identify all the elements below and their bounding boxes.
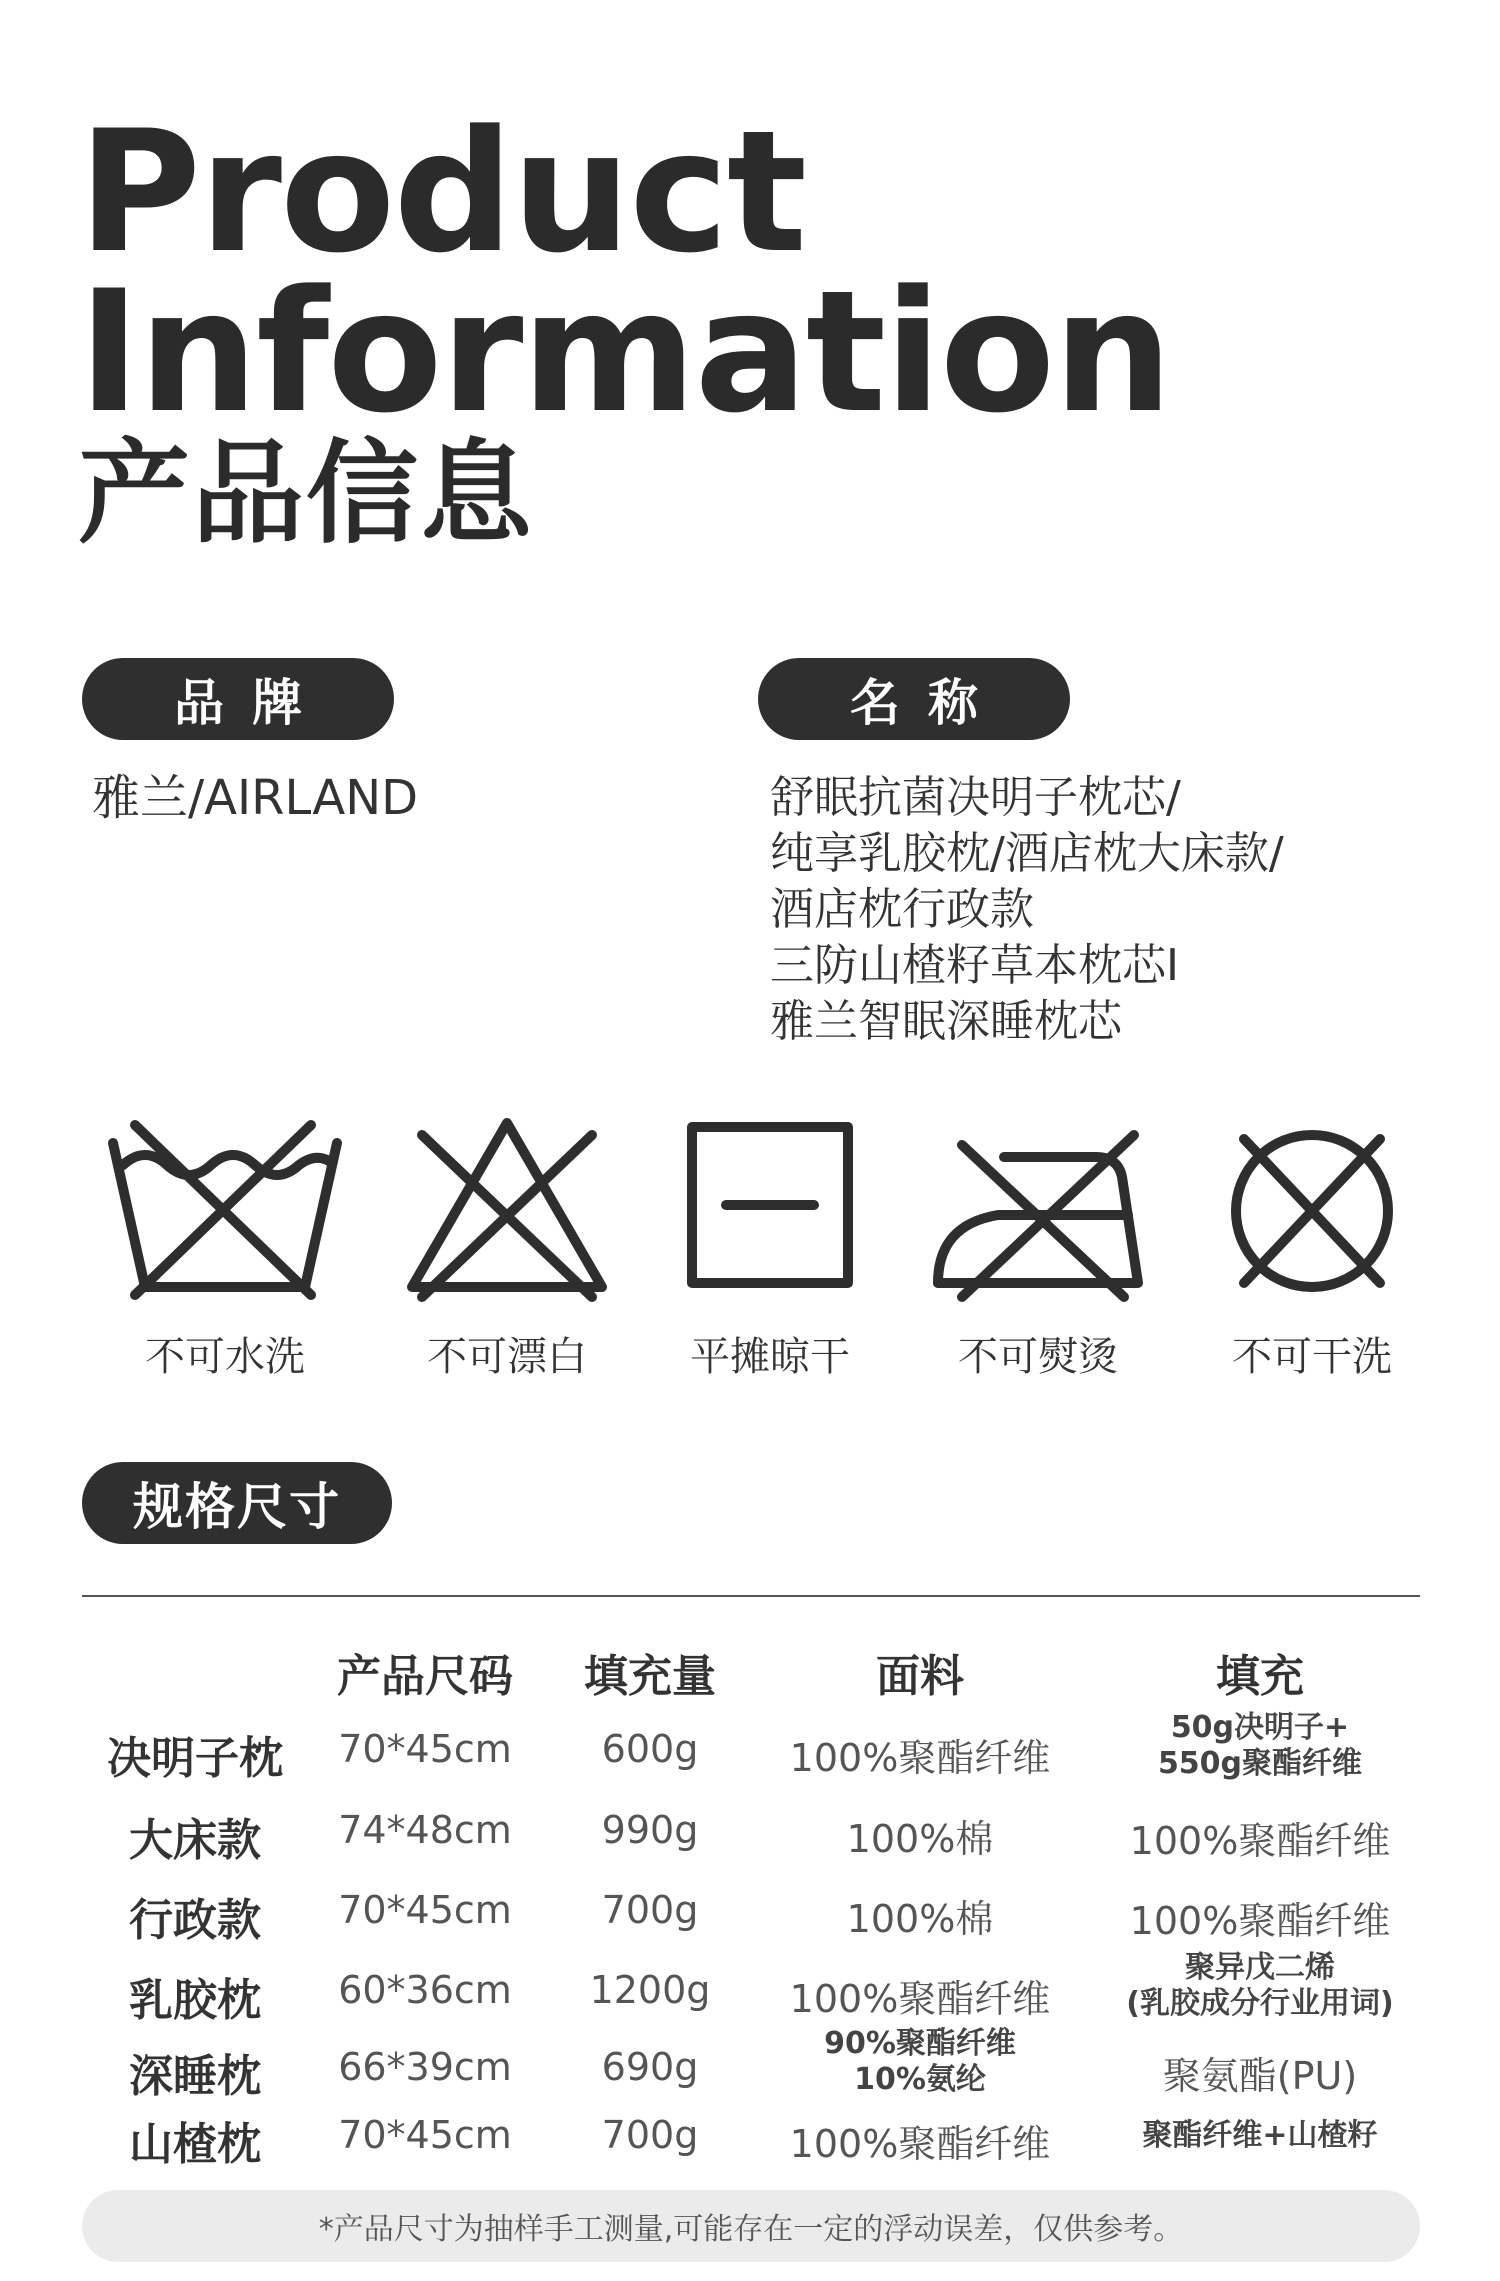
row-fabric: 100%聚酯纤维 bbox=[789, 2122, 1051, 2166]
header-fill-weight: 填充量 bbox=[584, 1651, 716, 1702]
row-fill-weight: 1200g bbox=[589, 1968, 711, 2012]
row-name: 大床款 bbox=[129, 1815, 261, 1866]
care-item-no-wash bbox=[105, 1115, 345, 1382]
row-name: 决明子枕 bbox=[107, 1733, 283, 1784]
row-filling: 100%聚酯纤维 bbox=[1129, 1899, 1391, 1943]
header-fabric: 面料 bbox=[876, 1651, 964, 1702]
row-fill-weight: 700g bbox=[601, 2113, 699, 2157]
row-fill-weight: 600g bbox=[601, 1727, 699, 1771]
row-filling: 50g决明子+ bbox=[1170, 1710, 1350, 1745]
row-fill-weight: 690g bbox=[601, 2045, 699, 2089]
dry-flat-icon bbox=[650, 1115, 890, 1305]
no-wash-icon bbox=[105, 1115, 345, 1305]
no-bleach-icon bbox=[387, 1115, 627, 1305]
title-product: Product bbox=[78, 94, 806, 290]
care-label: 不可漂白 bbox=[427, 1334, 587, 1380]
name-list bbox=[770, 770, 1284, 1050]
care-label: 不可熨烫 bbox=[958, 1334, 1118, 1380]
name-label: 名称 bbox=[758, 658, 1070, 740]
row-fabric: 90%聚酯纤维 bbox=[824, 2026, 1016, 2061]
row-fabric: 100%棉 bbox=[846, 1897, 994, 1941]
care-item-dry-flat bbox=[650, 1115, 890, 1382]
no-iron-icon bbox=[918, 1115, 1158, 1305]
row-fabric: 100%聚酯纤维 bbox=[789, 1977, 1051, 2021]
row-fill-weight: 990g bbox=[601, 1808, 699, 1852]
header-filling: 填充 bbox=[1216, 1651, 1304, 1702]
care-item-no-dry-clean bbox=[1192, 1115, 1432, 1382]
row-size: 66*39cm bbox=[338, 2045, 512, 2089]
row-name: 深睡枕 bbox=[129, 2051, 261, 2102]
care-label: 不可水洗 bbox=[145, 1334, 305, 1380]
disclaimer-note: *产品尺寸为抽样手工测量,可能存在一定的浮动误差，仅供参考。 bbox=[82, 2190, 1420, 2262]
care-item-no-iron bbox=[918, 1115, 1158, 1382]
name-line: 舒眠抗菌决明子枕芯/ bbox=[770, 772, 1181, 823]
row-fabric: 100%聚酯纤维 bbox=[789, 1736, 1051, 1780]
row-fill-weight: 700g bbox=[601, 1888, 699, 1932]
row-fabric: 10%氨纶 bbox=[854, 2062, 986, 2097]
row-name: 行政款 bbox=[129, 1895, 261, 1946]
row-filling: 聚异戊二烯 bbox=[1185, 1950, 1335, 1985]
row-filling: (乳胶成分行业用词) bbox=[1126, 1986, 1394, 2021]
care-label: 平摊晾干 bbox=[690, 1334, 850, 1380]
title-cn: 产品信息 bbox=[78, 429, 534, 559]
row-size: 70*45cm bbox=[338, 1727, 512, 1771]
name-line: 三防山楂籽草本枕芯I bbox=[770, 940, 1179, 991]
row-size: 60*36cm bbox=[338, 1968, 512, 2012]
row-fabric: 100%棉 bbox=[846, 1817, 994, 1861]
row-size: 70*45cm bbox=[338, 2113, 512, 2157]
name-line: 雅兰智眠深睡枕芯 bbox=[770, 996, 1122, 1047]
spec-label: 规格尺寸 bbox=[82, 1462, 392, 1544]
name-line: 纯享乳胶枕/酒店枕大床款/ bbox=[770, 828, 1284, 879]
row-filling: 聚酯纤维+山楂籽 bbox=[1142, 2118, 1378, 2153]
brand-label: 品牌 bbox=[82, 658, 394, 740]
row-name: 山楂枕 bbox=[129, 2119, 261, 2170]
row-filling: 聚氨酯(PU) bbox=[1162, 2054, 1358, 2098]
divider bbox=[82, 1595, 1420, 1597]
name-line: 酒店枕行政款 bbox=[770, 884, 1034, 935]
brand-value: 雅兰/AIRLAND bbox=[92, 770, 419, 826]
row-size: 70*45cm bbox=[338, 1888, 512, 1932]
row-filling: 550g聚酯纤维 bbox=[1157, 1746, 1363, 1781]
row-name: 乳胶枕 bbox=[129, 1975, 261, 2026]
care-label: 不可干洗 bbox=[1232, 1334, 1392, 1380]
title-information: Information bbox=[78, 254, 1171, 450]
row-filling: 100%聚酯纤维 bbox=[1129, 1819, 1391, 1863]
care-item-no-bleach bbox=[387, 1115, 627, 1382]
header-size: 产品尺码 bbox=[337, 1651, 513, 1702]
row-size: 74*48cm bbox=[338, 1808, 512, 1852]
no-dry-clean-icon bbox=[1192, 1115, 1432, 1305]
